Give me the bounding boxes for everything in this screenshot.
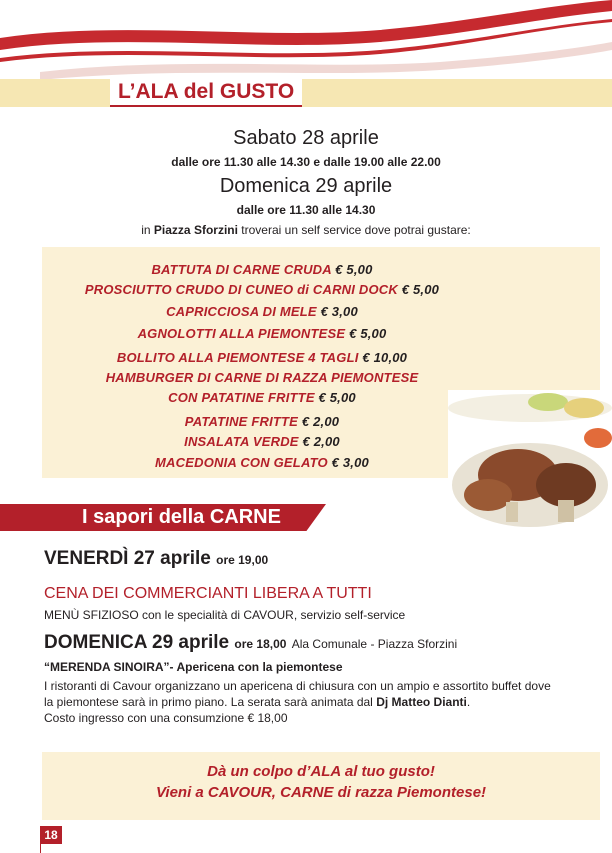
menu-item <box>42 370 482 385</box>
menu-item-name: PROSCIUTTO CRUDO DI CUNEO di CARNI DOCK <box>84 282 398 297</box>
menu-item <box>42 326 482 341</box>
menu-item-price: € 5,00 <box>401 282 440 297</box>
event1-description: MENÙ SFIZIOSO con le specialità di CAVOUR, servizio self-service <box>44 608 406 622</box>
event2-location: Ala Comunale - Piazza Sforzini <box>291 637 458 651</box>
menu-item <box>42 262 482 277</box>
slogan-line-1: Dà un colpo d’ALA al tuo gusto! <box>207 763 435 780</box>
event1-subtitle: CENA DEI COMMERCIANTI LIBERA A TUTTI <box>44 585 372 602</box>
day1-hours: dalle ore 11.30 alle 14.30 e dalle 19.00 alle 22.00 <box>171 155 441 169</box>
menu-item <box>42 390 482 405</box>
menu-item <box>42 350 482 365</box>
intro-place: Piazza Sforzini <box>153 223 238 237</box>
day2-heading: Domenica 29 aprile <box>219 175 393 197</box>
menu-item-price: € 2,00 <box>302 434 340 449</box>
food-photo <box>448 390 612 530</box>
menu-item-name: PATATINE FRITTE <box>184 414 299 429</box>
menu-item <box>42 282 482 297</box>
event2-description: I ristoranti di Cavour organizzano un apericena di chiusura con un ampio e assortito buffet dove la piemontese sarà in primo piano. La serata sarà animata dal Dj Matteo Dianti. Costo ingresso con una consumzione € 18,00 <box>44 679 551 725</box>
menu-item-price: € 2,00 <box>301 414 340 429</box>
menu-item-price: € 3,00 <box>320 304 358 319</box>
menu-item-name: BATTUTA DI CARNE CRUDA <box>151 262 332 277</box>
menu-item-price: € 3,00 <box>331 455 369 470</box>
menu-item-name: INSALATA VERDE <box>184 434 299 449</box>
day2-hours: dalle ore 11.30 alle 14.30 <box>236 203 376 217</box>
menu-item <box>42 434 482 449</box>
menu-item-name: CON PATATINE FRITTE <box>168 390 315 405</box>
header-band <box>0 79 612 107</box>
event2-heading: DOMENICA 29 aprile ore 18,00 Ala Comunale - Piazza Sforzini <box>44 632 458 653</box>
menu-item-name: BOLLITO ALLA PIEMONTESE 4 TAGLI <box>116 350 359 365</box>
menu-item-price: € 10,00 <box>362 350 408 365</box>
menu-item-name: MACEDONIA CON GELATO <box>155 455 328 470</box>
day1-heading: Sabato 28 aprile <box>233 127 379 149</box>
flag-ribbon-graphic <box>0 0 612 90</box>
menu-item-price: € 5,00 <box>335 262 373 277</box>
event1-heading: VENERDÌ 27 aprile ore 19,00 <box>44 548 269 569</box>
page-number: 18 <box>40 826 62 844</box>
menu-item <box>42 304 482 319</box>
section-title: I sapori della CARNE <box>82 506 281 528</box>
event2-time: ore 18,00 <box>234 637 287 651</box>
dj-name: Dj Matteo Dianti <box>376 695 467 709</box>
menu-item-name: AGNOLOTTI ALLA PIEMONTESE <box>137 326 346 341</box>
event1-time: ore 19,00 <box>216 553 269 567</box>
intro-text: in Piazza Sforzini troverai un self service dove potrai gustare: <box>141 223 471 237</box>
menu-item-name: HAMBURGER DI CARNE DI RAZZA PIEMONTESE <box>105 370 419 385</box>
event2-title: “MERENDA SINOIRA”- Apericena con la piemontese <box>44 660 343 674</box>
menu-item <box>42 414 482 429</box>
menu-item <box>42 455 482 470</box>
page-title: L’ALA del GUSTO <box>110 79 302 107</box>
menu-item-price: € 5,00 <box>349 326 387 341</box>
menu-item-name: CAPRICCIOSA DI MELE <box>166 304 317 319</box>
menu-item-price: € 5,00 <box>318 390 356 405</box>
slogan-line-2: Vieni a CAVOUR, CARNE di razza Piemontese! <box>155 784 487 801</box>
